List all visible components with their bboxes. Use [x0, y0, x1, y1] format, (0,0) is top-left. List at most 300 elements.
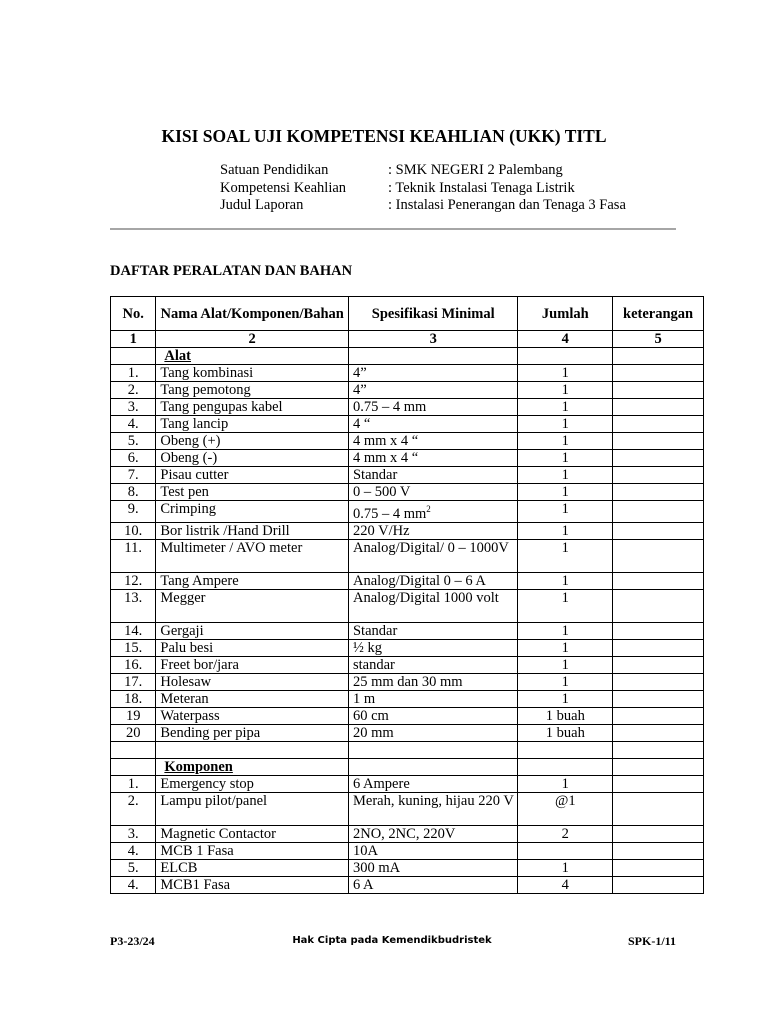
table-row	[111, 467, 704, 484]
table-row	[111, 842, 704, 859]
item-spec-text: Analog/Digital 0 – 6 A	[352, 572, 486, 589]
row-number	[111, 825, 156, 842]
item-quantity-text: 1	[561, 467, 569, 483]
section-label-text: Alat	[164, 348, 191, 364]
item-note	[613, 433, 704, 450]
item-spec	[348, 539, 517, 572]
item-name-text: Bor listrik /Hand Drill	[160, 522, 290, 539]
table-row	[111, 656, 704, 673]
item-spec-text: 4 mm x 4 “	[352, 433, 419, 449]
row-number-text: 16.	[124, 656, 143, 673]
section-label	[156, 758, 349, 775]
row-number	[111, 792, 156, 825]
row-number	[111, 656, 156, 673]
item-note	[613, 792, 704, 825]
table-row	[111, 724, 704, 741]
item-quantity-text: 1	[561, 673, 569, 690]
item-name-text: Test pen	[160, 484, 209, 500]
table-row	[111, 775, 704, 792]
item-quantity	[518, 365, 613, 382]
item-spec-text: 0 – 500 V	[352, 484, 411, 500]
row-number-text: 14.	[124, 622, 143, 639]
row-number-text: 9.	[127, 501, 139, 517]
row-number	[111, 467, 156, 484]
item-spec-text: Standar	[352, 467, 398, 483]
item-quantity-text: 1	[561, 656, 569, 673]
meta-value: : SMK NEGERI 2 Palembang	[388, 162, 563, 178]
item-note	[613, 775, 704, 792]
item-note	[613, 690, 704, 707]
item-name-text: Tang lancip	[160, 416, 229, 432]
spec-superscript: 2	[426, 504, 431, 514]
empty-cell	[111, 758, 156, 775]
row-number-text: 6.	[127, 450, 139, 466]
item-note	[613, 842, 704, 859]
footer-code: P3-23/24	[110, 934, 155, 948]
header-keterangan: keterangan	[613, 297, 704, 331]
row-number-text: 4.	[127, 876, 139, 893]
item-name	[156, 399, 349, 416]
item-quantity-text: 1 buah	[545, 724, 585, 741]
row-number	[111, 724, 156, 741]
item-quantity-text: 1 buah	[545, 707, 585, 724]
table-row	[111, 539, 704, 572]
item-quantity-text: 1	[561, 450, 569, 466]
table-row	[111, 522, 704, 539]
item-name-text: MCB1 Fasa	[160, 876, 231, 893]
item-quantity	[518, 724, 613, 741]
item-spec-text: 6 A	[352, 876, 374, 893]
row-number-text: 13.	[124, 589, 143, 606]
item-quantity-text: 2	[561, 825, 569, 842]
item-note	[613, 399, 704, 416]
item-quantity	[518, 825, 613, 842]
item-spec	[348, 416, 517, 433]
item-spec-text: ½ kg	[352, 639, 382, 656]
item-quantity	[518, 450, 613, 467]
item-spec	[348, 792, 517, 825]
item-name-text: Obeng (-)	[160, 450, 218, 466]
table-row	[111, 501, 704, 523]
meta-label: Satuan Pendidikan	[220, 162, 329, 178]
item-quantity	[518, 467, 613, 484]
empty-cell	[156, 741, 349, 758]
table-row	[111, 416, 704, 433]
item-name	[156, 639, 349, 656]
item-name-text: Crimping	[160, 501, 216, 517]
column-number: 5	[613, 331, 704, 348]
item-quantity-text: 1	[561, 775, 569, 792]
section-row	[111, 348, 704, 365]
item-quantity	[518, 639, 613, 656]
footer-page: SPK-1/11	[627, 934, 676, 948]
item-name-text: Tang pengupas kabel	[160, 399, 283, 415]
item-name-text: Lampu pilot/panel	[160, 792, 268, 809]
item-quantity	[518, 484, 613, 501]
section-label-text: Komponen	[164, 758, 233, 775]
row-number	[111, 382, 156, 399]
item-spec-text: 10A	[352, 842, 378, 859]
item-spec	[348, 450, 517, 467]
item-name	[156, 484, 349, 501]
item-spec-text: 4 mm x 4 “	[352, 450, 419, 466]
row-number-text: 8.	[127, 484, 139, 500]
item-spec	[348, 589, 517, 622]
empty-cell	[613, 758, 704, 775]
row-number-text: 12.	[124, 572, 143, 589]
item-note	[613, 365, 704, 382]
section-title: DAFTAR PERALATAN DAN BAHAN	[110, 263, 353, 279]
item-name-text: Bending per pipa	[160, 724, 261, 741]
item-name	[156, 589, 349, 622]
item-spec	[348, 382, 517, 399]
item-spec	[348, 842, 517, 859]
item-spec	[348, 622, 517, 639]
row-number	[111, 859, 156, 876]
item-quantity	[518, 859, 613, 876]
item-quantity-text: 1	[561, 859, 569, 876]
item-spec-text: 4 “	[352, 416, 371, 432]
row-number-text: 20	[125, 724, 141, 741]
item-name	[156, 622, 349, 639]
empty-cell	[348, 758, 517, 775]
section-row	[111, 758, 704, 775]
item-name	[156, 842, 349, 859]
item-spec	[348, 365, 517, 382]
item-note	[613, 707, 704, 724]
item-name	[156, 450, 349, 467]
item-quantity-text: 1	[561, 433, 569, 449]
item-quantity	[518, 416, 613, 433]
meta-row-satuan-pendidikan	[220, 162, 626, 180]
document-meta	[220, 162, 626, 215]
item-name	[156, 522, 349, 539]
item-name-text: Holesaw	[160, 673, 212, 690]
row-number-text: 4.	[127, 842, 139, 859]
row-number	[111, 572, 156, 589]
table-row	[111, 450, 704, 467]
table-row	[111, 690, 704, 707]
item-name	[156, 433, 349, 450]
item-quantity-text: 1	[561, 416, 569, 432]
item-quantity	[518, 501, 613, 523]
table-row	[111, 589, 704, 622]
row-number-text: 2.	[127, 792, 139, 809]
table-row	[111, 622, 704, 639]
row-number	[111, 450, 156, 467]
item-spec	[348, 673, 517, 690]
row-number	[111, 622, 156, 639]
item-quantity	[518, 775, 613, 792]
table-row	[111, 484, 704, 501]
empty-cell	[111, 348, 156, 365]
row-number-text: 1.	[127, 775, 139, 792]
item-name	[156, 876, 349, 893]
table-row	[111, 876, 704, 893]
item-quantity	[518, 792, 613, 825]
row-number	[111, 673, 156, 690]
item-quantity	[518, 433, 613, 450]
header-spesifikasi: Spesifikasi Minimal	[348, 297, 517, 331]
meta-row-kompetensi-keahlian	[220, 180, 626, 198]
empty-cell	[518, 348, 613, 365]
item-note	[613, 673, 704, 690]
item-spec-text: 60 cm	[352, 707, 389, 724]
item-quantity-text: 1	[561, 690, 569, 707]
item-note	[613, 622, 704, 639]
item-spec-text: 6 Ampere	[352, 775, 410, 792]
equipment-table	[110, 296, 704, 894]
row-number-text: 19	[125, 707, 141, 724]
item-name	[156, 501, 349, 523]
row-number	[111, 365, 156, 382]
item-quantity-text: 1	[561, 399, 569, 415]
empty-cell	[518, 758, 613, 775]
item-note	[613, 859, 704, 876]
row-number-text: 15.	[124, 639, 143, 656]
table-row	[111, 639, 704, 656]
item-name	[156, 539, 349, 572]
table-body	[111, 348, 704, 894]
row-number	[111, 484, 156, 501]
row-number	[111, 433, 156, 450]
item-spec-text: 0.75 – 4 mm	[352, 399, 427, 415]
item-note	[613, 467, 704, 484]
item-note	[613, 876, 704, 893]
meta-label: Judul Laporan	[220, 197, 304, 213]
item-name	[156, 572, 349, 589]
row-number-text: 17.	[124, 673, 143, 690]
document-title: KISI SOAL UJI KOMPETENSI KEAHLIAN (UKK) TITL	[161, 126, 607, 146]
item-quantity	[518, 539, 613, 572]
item-note	[613, 724, 704, 741]
row-number-text: 11.	[124, 539, 142, 556]
item-name	[156, 673, 349, 690]
item-note	[613, 501, 704, 523]
item-spec-text: 220 V/Hz	[352, 522, 410, 539]
item-spec-text: Analog/Digital/ 0 – 1000V	[352, 539, 509, 556]
column-number: 4	[518, 331, 613, 348]
item-quantity-text: @1	[555, 792, 576, 809]
item-spec-text: 300 mA	[352, 859, 401, 876]
empty-cell	[348, 348, 517, 365]
meta-label: Kompetensi Keahlian	[220, 179, 347, 196]
table-row	[111, 707, 704, 724]
item-spec-text: 2NO, 2NC, 220V	[352, 825, 456, 842]
table-row	[111, 399, 704, 416]
item-spec	[348, 656, 517, 673]
row-number-text: 10.	[124, 522, 143, 539]
header-divider	[110, 228, 676, 230]
item-note	[613, 589, 704, 622]
item-spec	[348, 522, 517, 539]
item-quantity-text: 1	[561, 501, 569, 517]
item-quantity	[518, 622, 613, 639]
row-number-text: 4.	[127, 416, 139, 432]
item-spec-text: Merah, kuning, hijau 220 V	[352, 792, 514, 809]
item-note	[613, 522, 704, 539]
table-header-row	[111, 297, 704, 331]
item-spec-text: Standar	[352, 622, 398, 639]
item-name	[156, 825, 349, 842]
item-name-text: MCB 1 Fasa	[160, 842, 234, 859]
item-name-text: Megger	[160, 589, 206, 606]
item-spec	[348, 572, 517, 589]
item-quantity	[518, 572, 613, 589]
item-name	[156, 792, 349, 825]
empty-cell	[613, 348, 704, 365]
table-row	[111, 673, 704, 690]
item-spec-text: 0.75 – 4 mm	[352, 505, 427, 522]
empty-cell	[348, 741, 517, 758]
item-note	[613, 484, 704, 501]
row-number	[111, 399, 156, 416]
column-number: 1	[111, 331, 156, 348]
item-spec-text: 4”	[352, 382, 367, 398]
header-jumlah: Jumlah	[518, 297, 613, 331]
item-quantity-text: 4	[561, 876, 569, 893]
footer-copyright: Hak Cipta pada Kemendikbudristek	[292, 935, 492, 946]
item-name-text: Meteran	[160, 690, 209, 707]
item-quantity-text: 1	[561, 622, 569, 639]
item-name	[156, 724, 349, 741]
item-spec	[348, 859, 517, 876]
item-name-text: Freet bor/jara	[160, 656, 239, 673]
row-number-text: 7.	[127, 467, 139, 483]
row-number	[111, 501, 156, 523]
item-name-text: Tang pemotong	[160, 382, 251, 398]
item-name-text: Tang kombinasi	[160, 365, 254, 381]
item-note	[613, 825, 704, 842]
item-quantity	[518, 656, 613, 673]
item-name-text: Tang Ampere	[160, 572, 239, 589]
item-spec	[348, 467, 517, 484]
item-spec	[348, 724, 517, 741]
item-quantity	[518, 876, 613, 893]
table-row	[111, 859, 704, 876]
table-row	[111, 792, 704, 825]
item-name-text: ELCB	[160, 859, 198, 876]
item-spec	[348, 501, 517, 523]
item-name-text: Multimeter / AVO meter	[160, 539, 303, 556]
item-name-text: Magnetic Contactor	[160, 825, 276, 842]
meta-row-judul-laporan	[220, 197, 626, 215]
item-quantity-text: 1	[561, 589, 569, 606]
item-quantity	[518, 399, 613, 416]
item-note	[613, 382, 704, 399]
item-quantity-text: 1	[561, 484, 569, 500]
item-name	[156, 859, 349, 876]
item-name	[156, 656, 349, 673]
item-note	[613, 450, 704, 467]
column-number-row	[111, 331, 704, 348]
row-number	[111, 775, 156, 792]
item-name-text: Pisau cutter	[160, 467, 229, 483]
item-name-text: Emergency stop	[160, 775, 254, 792]
item-spec-text: 4”	[352, 365, 367, 381]
item-spec-text: standar	[352, 656, 395, 673]
item-name	[156, 416, 349, 433]
item-quantity-text: 1	[561, 572, 569, 589]
item-note	[613, 656, 704, 673]
row-number-text: 3.	[127, 399, 139, 415]
row-number	[111, 589, 156, 622]
column-number: 2	[156, 331, 349, 348]
item-name	[156, 690, 349, 707]
item-name-text: Obeng (+)	[160, 433, 221, 449]
item-quantity	[518, 842, 613, 859]
row-number-text: 3.	[127, 825, 139, 842]
item-note	[613, 572, 704, 589]
item-spec	[348, 825, 517, 842]
row-number	[111, 690, 156, 707]
item-spec-text: Analog/Digital 1000 volt	[352, 589, 499, 606]
row-number-text: 5.	[127, 859, 139, 876]
table-row	[111, 572, 704, 589]
section-label	[156, 348, 349, 365]
item-spec	[348, 433, 517, 450]
row-number-text: 2.	[127, 382, 139, 398]
row-number	[111, 876, 156, 893]
item-name	[156, 365, 349, 382]
item-name	[156, 467, 349, 484]
item-name	[156, 775, 349, 792]
empty-cell	[613, 741, 704, 758]
item-name-text: Gergaji	[160, 622, 204, 639]
item-spec-text: 25 mm dan 30 mm	[352, 673, 463, 690]
row-number	[111, 416, 156, 433]
row-number-text: 18.	[124, 690, 143, 707]
item-spec-text: 20 mm	[352, 724, 394, 741]
header-no: No.	[111, 297, 156, 331]
row-number	[111, 707, 156, 724]
item-name-text: Waterpass	[160, 707, 220, 724]
table-row	[111, 825, 704, 842]
item-quantity-text: 1	[561, 522, 569, 539]
table-row	[111, 433, 704, 450]
meta-value: : Instalasi Penerangan dan Tenaga 3 Fasa	[388, 197, 626, 213]
item-quantity	[518, 707, 613, 724]
blank-row	[111, 741, 704, 758]
item-name-text: Palu besi	[160, 639, 214, 656]
item-note	[613, 416, 704, 433]
item-spec	[348, 484, 517, 501]
item-quantity-text: 1	[561, 365, 569, 381]
item-spec	[348, 707, 517, 724]
empty-cell	[518, 741, 613, 758]
row-number-text: 5.	[127, 433, 139, 449]
item-note	[613, 539, 704, 572]
table-row	[111, 365, 704, 382]
item-spec	[348, 690, 517, 707]
item-quantity	[518, 382, 613, 399]
column-number: 3	[348, 331, 517, 348]
item-name	[156, 382, 349, 399]
meta-value: : Teknik Instalasi Tenaga Listrik	[388, 179, 575, 196]
row-number	[111, 522, 156, 539]
item-spec	[348, 876, 517, 893]
item-quantity-text: 1	[561, 382, 569, 398]
item-quantity-text: 1	[561, 539, 569, 556]
item-spec	[348, 399, 517, 416]
item-quantity	[518, 522, 613, 539]
item-note	[613, 639, 704, 656]
table-row	[111, 382, 704, 399]
item-quantity	[518, 589, 613, 622]
row-number	[111, 539, 156, 572]
item-quantity	[518, 690, 613, 707]
row-number	[111, 639, 156, 656]
